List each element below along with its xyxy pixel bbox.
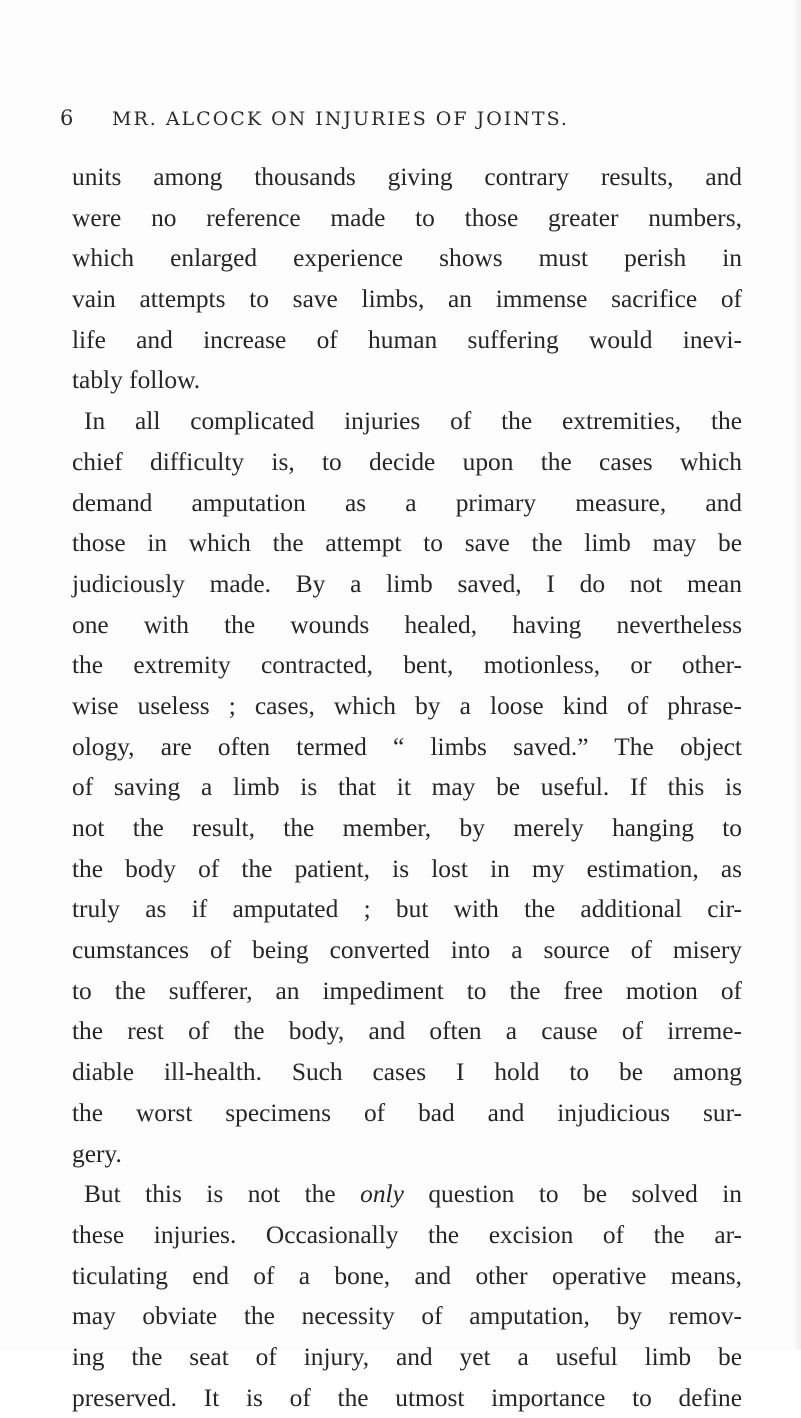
text-line: diable ill-health. Such cases I hold to be among — [72, 1058, 742, 1087]
paragraph-start: In all complicated injuries of the extremities, the — [84, 407, 742, 436]
text-run: question to be solved in — [403, 1180, 742, 1209]
text-line: the extremity contracted, bent, motionless, or other- — [72, 651, 742, 680]
text-line: these injuries. Occasionally the excision of the ar- — [72, 1220, 742, 1249]
text-line: the rest of the body, and often a cause of irreme- — [72, 1017, 742, 1046]
text-line: tably follow. — [72, 366, 201, 395]
body-text — [72, 157, 742, 1418]
page-number: 6 — [60, 106, 74, 130]
text-line: judiciously made. By a limb saved, I do not mean — [72, 569, 742, 598]
text-line: may obviate the necessity of amputation, by remov- — [72, 1302, 742, 1331]
text-line: wise useless ; cases, which by a loose kind of phrase- — [72, 691, 742, 720]
text-line: chief difficulty is, to decide upon the cases which — [72, 447, 742, 476]
text-line: demand amputation as a primary measure, and — [72, 488, 742, 517]
text-line: those in which the attempt to save the limb may be — [72, 529, 742, 558]
emphasized-word: only — [360, 1180, 404, 1209]
text-line: life and increase of human suffering would inevi- — [72, 325, 742, 354]
page-header — [60, 106, 740, 136]
text-line: which enlarged experience shows must perish in — [72, 244, 742, 273]
paragraph-start — [72, 1174, 742, 1215]
text-line: truly as if amputated ; but with the additional cir- — [72, 895, 742, 924]
text-line: vain attempts to save limbs, an immense sacrifice of — [72, 285, 742, 314]
text-line: preserved. It is of the utmost importance to define — [72, 1383, 742, 1412]
page-edge-shadow — [793, 0, 801, 1350]
text-line: not the result, the member, by merely hanging to — [72, 814, 742, 842]
text-line: ology, are often termed “ limbs saved.” The object — [72, 732, 742, 761]
text-run: But this is not the — [84, 1180, 361, 1209]
text-line: were no reference made to those greater numbers, — [72, 203, 742, 232]
text-line: to the sufferer, an impediment to the free motion of — [72, 976, 742, 1005]
text-line: the body of the patient, is lost in my estimation, as — [72, 854, 742, 883]
running-title: MR. ALCOCK ON INJURIES OF JOINTS. — [112, 108, 569, 130]
text-line: cumstances of being converted into a source of misery — [72, 936, 742, 965]
text-line: the worst specimens of bad and injudicious sur- — [72, 1098, 742, 1127]
text-line: of saving a limb is that it may be useful. If this is — [72, 773, 742, 802]
text-line: ticulating end of a bone, and other operative means, — [72, 1261, 742, 1290]
text-line: units among thousands giving contrary results, and — [72, 163, 742, 191]
text-line: one with the wounds healed, having nevertheless — [72, 610, 742, 639]
text-line: ing the seat of injury, and yet a useful limb be — [72, 1342, 742, 1371]
text-line: gery. — [72, 1139, 122, 1168]
